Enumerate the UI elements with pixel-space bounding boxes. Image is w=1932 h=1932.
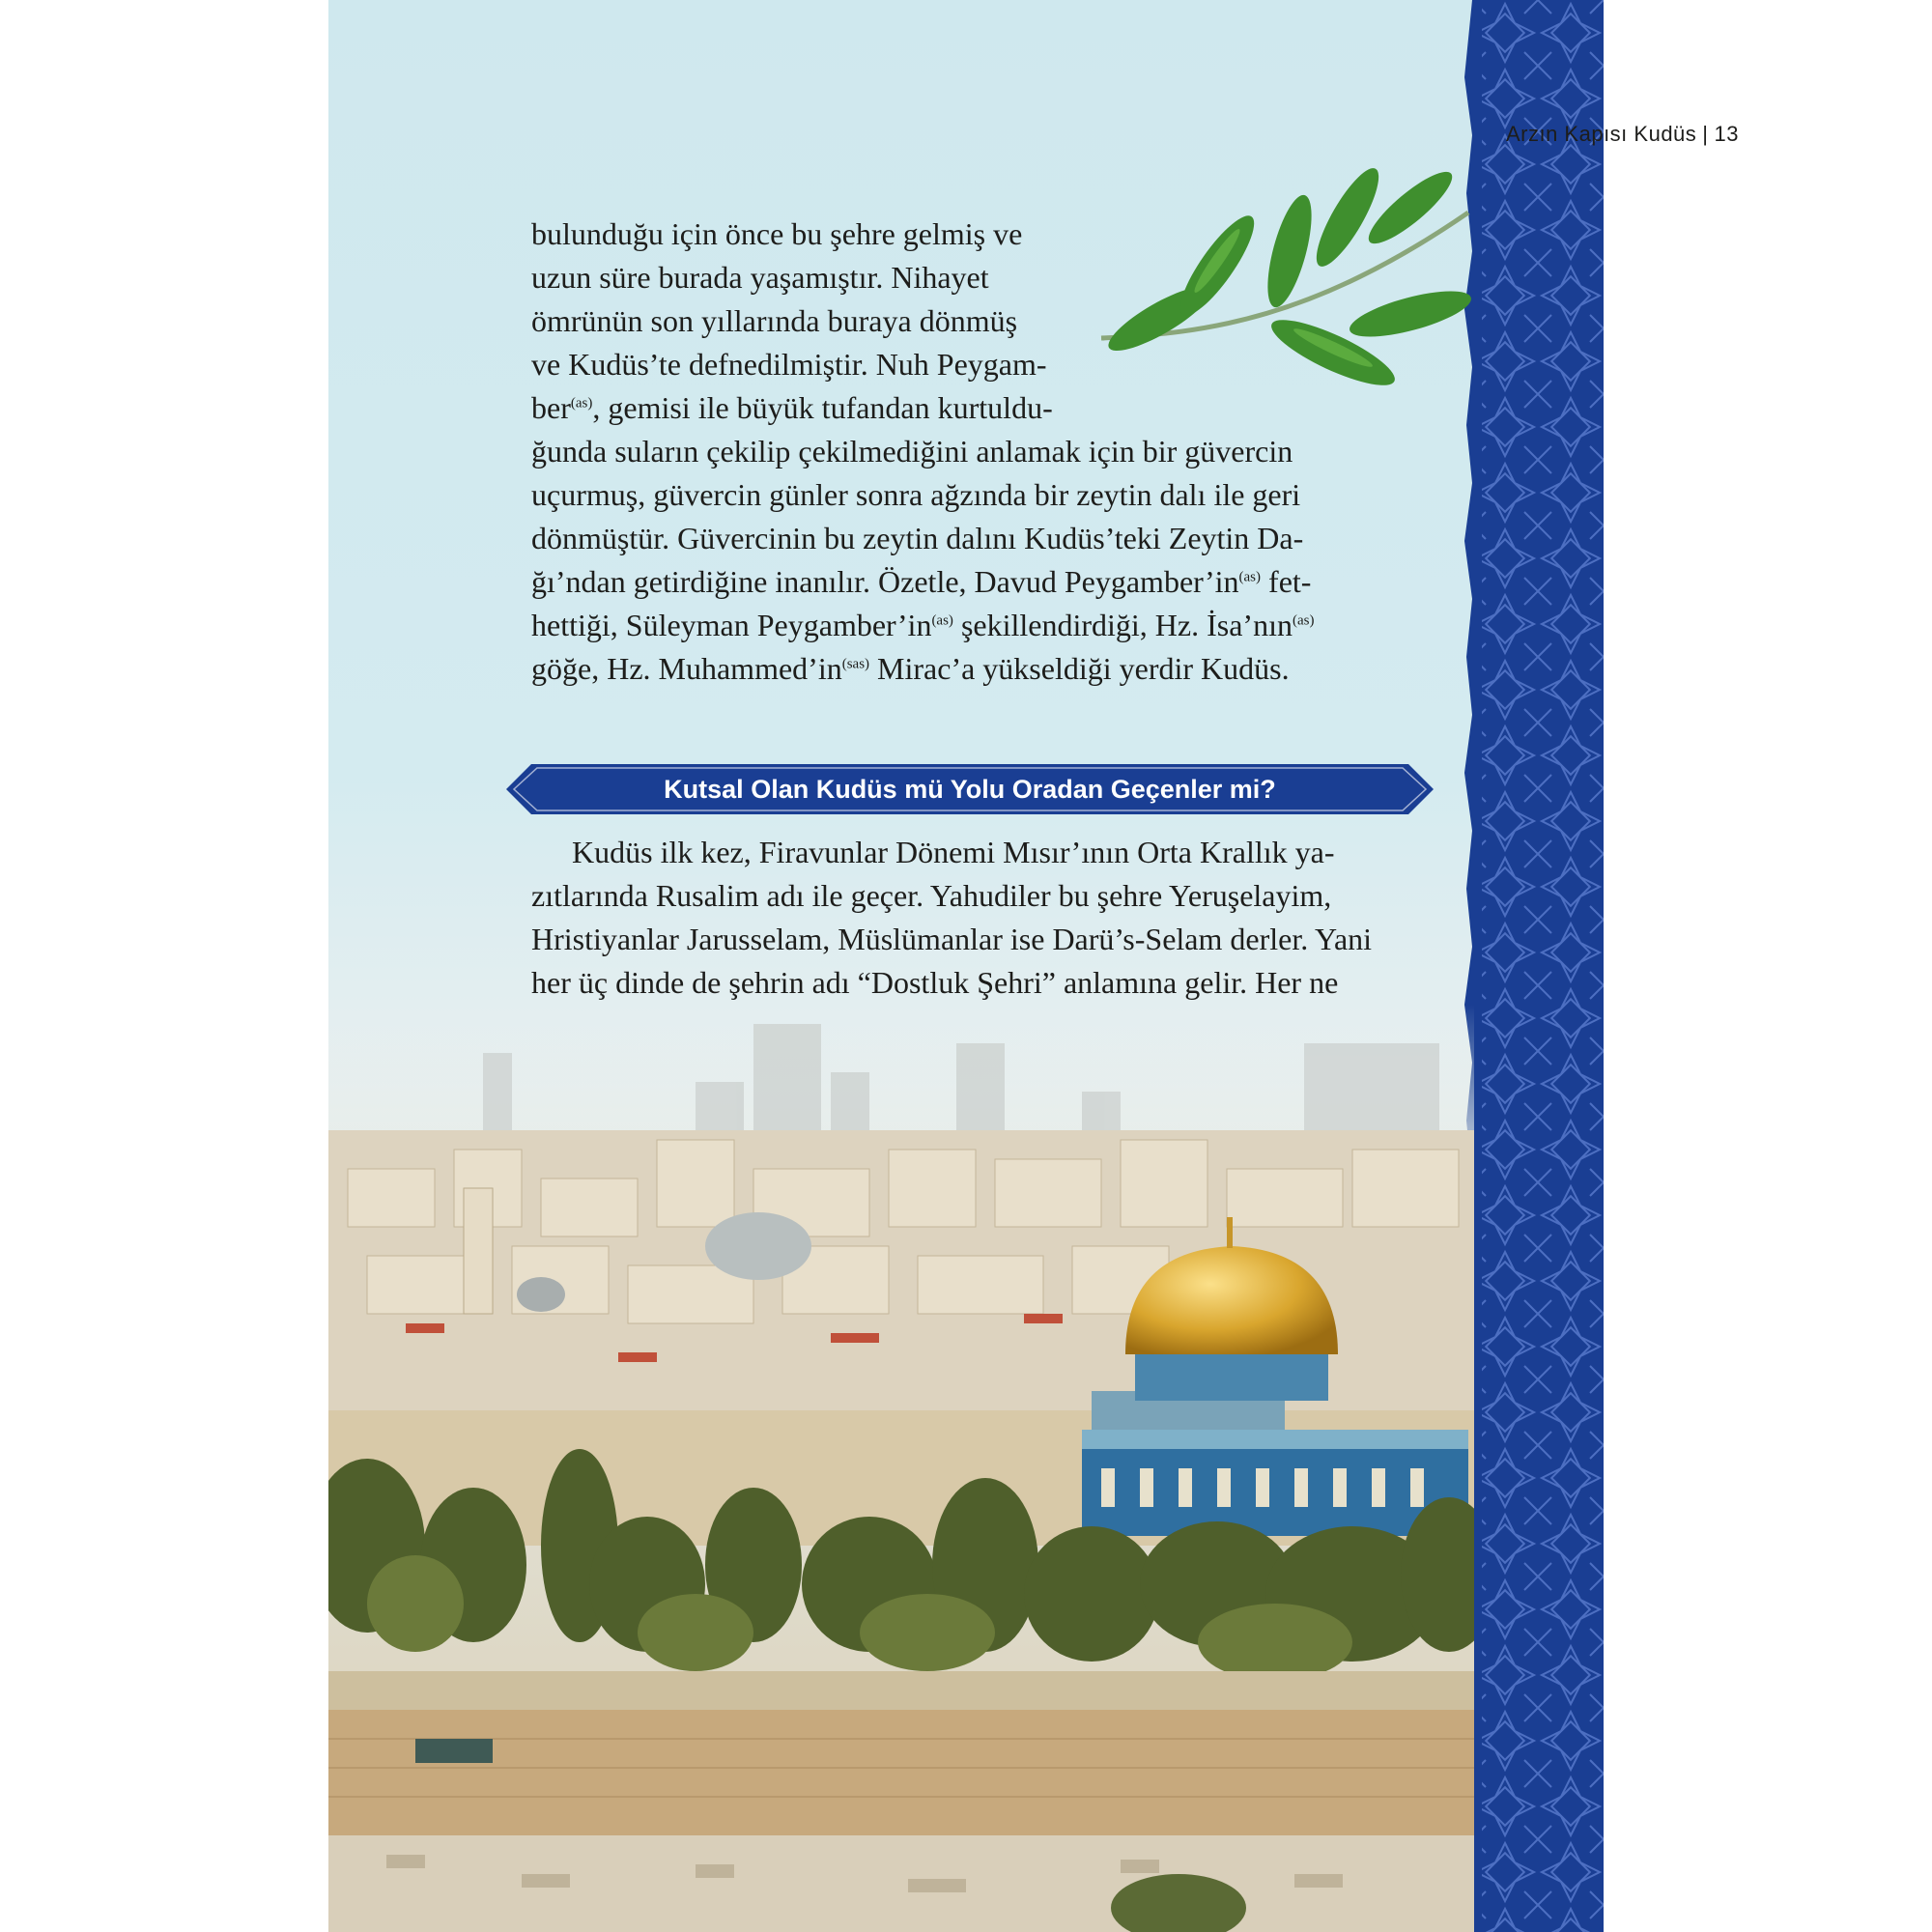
text-line: ömrünün son yıllarında buraya dönmüş xyxy=(531,303,1018,338)
text-line: uçurmuş, güvercin günler sonra ağzında bir zeytin dalı ile geri xyxy=(531,477,1301,512)
paragraph-full xyxy=(531,430,1408,691)
running-header xyxy=(1506,122,1739,147)
text-line: hettiği, Süleyman $Peygamber’in^{(as)}$ şekillendirdiği, Hz. İsa’nın$^{(as)}$ xyxy=(531,608,1315,642)
text-line: her üç dinde de şehrin adı “Dostluk Şehri” anlamına gelir. Her ne xyxy=(531,965,1339,1000)
text-line: bulunduğu için önce bu şehre gelmiş ve xyxy=(531,216,1023,251)
text-line: ğunda suların çekilip çekilmediğini anlamak için bir güvercin xyxy=(531,434,1293,469)
paragraph-narrow xyxy=(531,213,1106,430)
text-line: Kudüs ilk kez, Firavunlar Dönemi Mısır’ının Orta Krallık ya- xyxy=(572,835,1335,869)
decorative-border-strip xyxy=(1472,0,1604,1932)
olive-branch-icon xyxy=(1092,164,1478,415)
jerusalem-cityscape-image xyxy=(328,1005,1474,1932)
section-title: Kutsal Olan Kudüs mü Yolu Oradan Geçenler mi? xyxy=(664,775,1276,804)
text-line: zıtlarında Rusalim adı ile geçer. Yahudiler bu şehre Yeruşelayim, xyxy=(531,878,1332,913)
geometric-pattern-icon xyxy=(1472,0,1604,1932)
book-title: Arzın Kapısı Kudüs xyxy=(1505,122,1697,146)
text-line: ber$^{(as)}$, gemisi ile büyük tufandan kurtuldu- xyxy=(531,390,1053,425)
text-line: ğı’ndan getirdiğine inanılır. Özetle, Davud $Peygamber’in^{(as)}$ fet- xyxy=(531,564,1312,599)
text-line: Hristiyanlar Jarusselam, Müslümanlar ise Darü’s-Selam derler. Yani xyxy=(531,922,1373,956)
page-number: 13 xyxy=(1714,122,1739,146)
text-line: dönmüştür. Güvercinin bu zeytin dalını Kudüs’teki Zeytin Da- xyxy=(531,521,1304,555)
text-line: ve Kudüs’te defnedilmiştir. Nuh Peygam- xyxy=(531,347,1047,382)
header-separator: | xyxy=(1702,122,1709,146)
text-line: göğe, Hz. $Muhammed’in^{(sas)}$ Mirac’a yükseldiği yerdir Kudüs. xyxy=(531,651,1290,686)
paragraph-2 xyxy=(531,831,1408,1005)
text-line: uzun süre burada yaşamıştır. Nihayet xyxy=(531,260,989,295)
